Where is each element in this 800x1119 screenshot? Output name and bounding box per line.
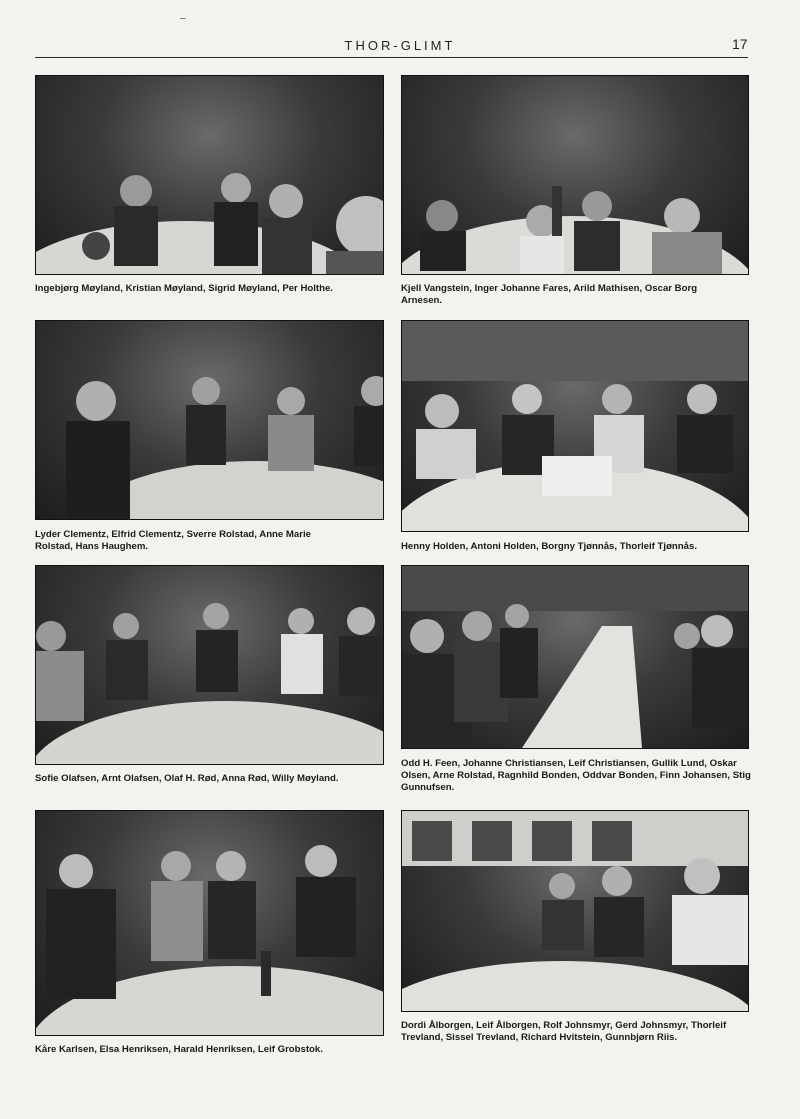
caption-2: Kjell Vangstein, Inger Johanne Fares, Arild Mathisen, Oscar Borg Arnesen. [401,283,698,306]
caption-5: Sofie Olafsen, Arnt Olafsen, Olaf H. Rød, Anna Rød, Willy Møyland. [35,773,339,784]
photo-4 [401,320,749,532]
caption-3: Lyder Clementz, Elfrid Clementz, Sverre Rolstad, Anne Marie Rolstad, Hans Haughem. [35,529,311,552]
photo-7 [35,810,384,1036]
caption-4: Henny Holden, Antoni Holden, Borgny Tjønnås, Thorleif Tjønnås. [401,541,697,552]
photo-6 [401,565,749,749]
caption-8: Dordi Ålborgen, Leif Ålborgen, Rolf Johnsmyr, Gerd Johnsmyr, Thorleif Trevland, Sissel Trevland, Richard Hvitstein, Gunnbjørn Riis. [401,1020,727,1043]
photo-1 [35,75,384,275]
caption-6: Odd H. Feen, Johanne Christiansen, Leif Christiansen, Gullik Lund, Oskar Olsen, Arne Rolstad, Ragnhild Bonden, Oddvar Bonden, Finn Johansen, Stig Gunnufsen. [401,758,751,793]
photo-2 [401,75,749,275]
publication-title: THOR-GLIMT [344,38,456,53]
photo-3 [35,320,384,520]
header-rule [35,57,748,58]
page-mark [180,18,186,19]
photo-5 [35,565,384,765]
caption-7: Kåre Karlsen, Elsa Henriksen, Harald Henriksen, Leif Grobstok. [35,1044,323,1055]
caption-1: Ingebjørg Møyland, Kristian Møyland, Sigrid Møyland, Per Holthe. [35,283,333,294]
page-number: 17 [732,36,748,52]
photo-8 [401,810,749,1012]
